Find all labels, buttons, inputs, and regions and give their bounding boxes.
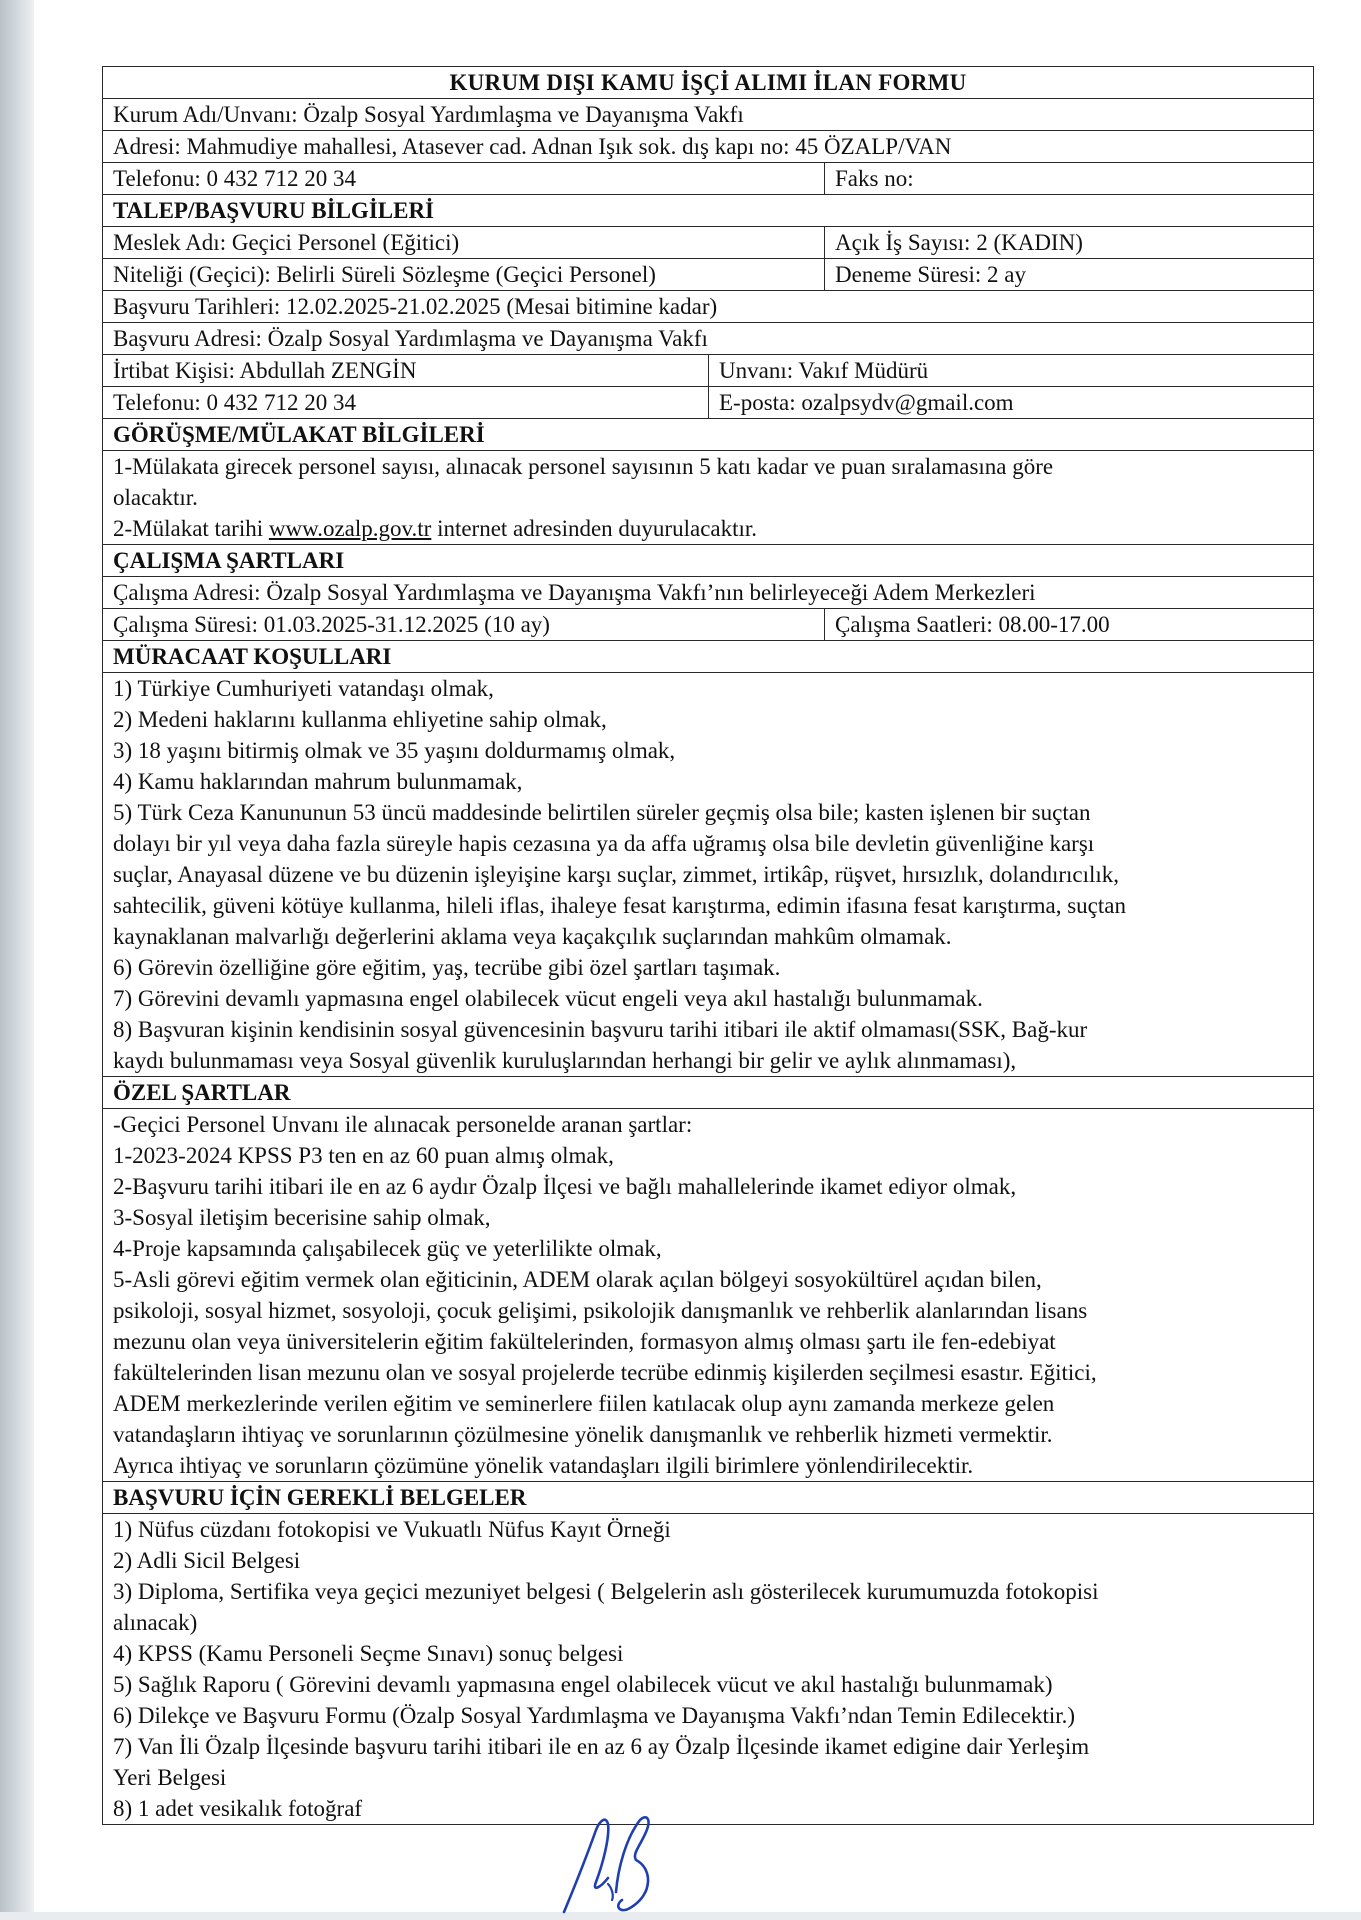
list-item: 4) KPSS (Kamu Personeli Seçme Sınavı) sonuç belgesi [113,1641,624,1666]
institution-phone: Telefonu: 0 432 712 20 34 [103,163,825,195]
list-item: fakültelerinden lisan mezunu olan ve sosyal projelerde tecrübe edinmiş kişilerden seçilmesi esastır. Eğitici, [113,1360,1097,1385]
list-item: 4) Kamu haklarından mahrum bulunmamak, [113,769,523,794]
institution-address: Adresi: Mahmudiye mahallesi, Atasever cad. Adnan Işık sok. dış kapı no: 45 ÖZALP/VAN [103,131,1314,163]
dates-row [103,291,1314,323]
conditions-body-row [103,673,1314,1077]
list-item: 8) Başvuran kişinin kendisinin sosyal güvencesinin başvuru tarihi itibari ile aktif olmaması(SSK, Bağ-kur [113,1017,1088,1042]
institution-name: Kurum Adı/Unvanı: Özalp Sosyal Yardımlaşma ve Dayanışma Vakfı [103,99,1314,131]
apply-address-row [103,323,1314,355]
application-address: Başvuru Adresi: Özalp Sosyal Yardımlaşma ve Dayanışma Vakfı [103,323,1314,355]
interview-body-row [103,451,1314,545]
section-heading-conditions: MÜRACAAT KOŞULLARI [103,641,1314,673]
interview-line-2-suffix: internet adresinden duyurulacaktır. [431,516,758,541]
type-row [103,259,1314,291]
form-title: KURUM DIŞI KAMU İŞÇİ ALIMI İLAN FORMU [103,67,1314,99]
interview-line-2-prefix: 2-Mülakat tarihi [113,516,269,541]
special-heading-row [103,1077,1314,1109]
list-item: 3) 18 yaşını bitirmiş olmak ve 35 yaşını doldurmamış olmak, [113,738,676,763]
application-heading-row [103,195,1314,227]
list-item: 8) 1 adet vesikalık fotoğraf [113,1796,363,1821]
title-row [103,67,1314,99]
list-item: suçlar, Anayasal düzene ve bu düzenin işleyişine karşı suçlar, zimmet, irtikâp, rüşvet, hırsızlık, dolandırıcılık, [113,862,1120,887]
list-item: 5) Sağlık Raporu ( Görevini devamlı yapmasına engel olabilecek vücut ve akıl hastalığı bulunmamak) [113,1672,1053,1697]
form-sheet [102,66,1313,1825]
list-item: mezunu olan veya üniversitelerin eğitim fakültelerinden, formasyon almış olması şartı ile fen-edebiyat [113,1329,1056,1354]
required-documents-list [103,1514,1314,1825]
section-heading-work: ÇALIŞMA ŞARTLARI [103,545,1314,577]
section-heading-special: ÖZEL ŞARTLAR [103,1077,1314,1109]
contact-phone-row [103,387,1314,419]
documents-body-row [103,1514,1314,1825]
list-item: ADEM merkezlerinde verilen eğitim ve seminerlere fiilen katılacak olup aynı zamanda merkeze gelen [113,1391,1055,1416]
list-item: kaydı bulunmaması veya Sosyal güvenlik kuruluşlarından herhangi bir gelir ve aylık alınmaması), [113,1048,1017,1073]
list-item: 3) Diploma, Sertifika veya geçici mezuniyet belgesi ( Belgelerin aslı gösterilecek kurumumuzda fotokopisi [113,1579,1099,1604]
contact-phone: Telefonu: 0 432 712 20 34 [103,387,709,419]
trial-period: Deneme Süresi: 2 ay [825,259,1314,291]
institution-row [103,99,1314,131]
work-period: Çalışma Süresi: 01.03.2025-31.12.2025 (10 ay) [103,609,825,641]
work-heading-row [103,545,1314,577]
signature-stroke-2 [616,1817,648,1910]
interview-heading-row [103,419,1314,451]
address-row [103,131,1314,163]
open-positions: Açık İş Sayısı: 2 (KADIN) [825,227,1314,259]
list-item: 1) Türkiye Cumhuriyeti vatandaşı olmak, [113,676,494,701]
list-item: psikoloji, sosyal hizmet, sosyoloji, çocuk gelişimi, psikolojik danışmanlık ve rehberlik alanlarından lisans [113,1298,1088,1323]
signature-stroke-3 [608,1884,613,1900]
documents-heading-row [103,1482,1314,1514]
signature-icon [556,1808,686,1918]
list-item: 3-Sosyal iletişim becerisine sahip olmak, [113,1205,491,1230]
work-address-row [103,577,1314,609]
list-item: kaynaklanan malvarlığı değerlerini aklama veya kaçakçılık suçlarından mahkûm olmamak. [113,924,952,949]
list-item: vatandaşların ihtiyaç ve sorunlarının çözülmesine yönelik danışmanlık ve rehberlik hizmeti vermektir. [113,1422,1053,1447]
interview-details [103,451,1314,545]
list-item: 5-Asli görevi eğitim vermek olan eğiticinin, ADEM olarak açılan bölgeyi sosyokültürel açıdan bilen, [113,1267,1042,1292]
interview-line-2 [113,513,1303,544]
list-item: 2) Adli Sicil Belgesi [113,1548,301,1573]
contact-email: E-posta: ozalpsydv@gmail.com [709,387,1314,419]
work-hours: Çalışma Saatleri: 08.00-17.00 [825,609,1314,641]
contact-row [103,355,1314,387]
section-heading-interview: GÖRÜŞME/MÜLAKAT BİLGİLERİ [103,419,1314,451]
announcement-form-table [102,66,1314,1825]
profession-name: Meslek Adı: Geçici Personel (Eğitici) [103,227,825,259]
list-item: Yeri Belgesi [113,1765,227,1790]
list-item: 5) Türk Ceza Kanununun 53 üncü maddesinde belirtilen süreler geçmiş olsa bile; kasten işlenen bir suçtan [113,800,1091,825]
profession-row [103,227,1314,259]
list-item: 7) Van İli Özalp İlçesinde başvuru tarihi itibari ile en az 6 ay Özalp İlçesinde ikamet edigine dair Yerleşim [113,1734,1090,1759]
list-item: 6) Görevin özelliğine göre eğitim, yaş, tecrübe gibi özel şartları taşımak. [113,955,781,980]
list-item: 2) Medeni haklarını kullanma ehliyetine sahip olmak, [113,707,607,732]
list-item: 2-Başvuru tarihi itibari ile en az 6 aydır Özalp İlçesi ve bağlı mahallelerinde ikamet ediyor olmak, [113,1174,1017,1199]
section-heading-application: TALEP/BAŞVURU BİLGİLERİ [103,195,1314,227]
list-item: 7) Görevini devamlı yapmasına engel olabilecek vücut engeli veya akıl hastalığı bulunmamak. [113,986,983,1011]
application-dates: Başvuru Tarihleri: 12.02.2025-21.02.2025 (Mesai bitimine kadar) [103,291,1314,323]
list-item: 6) Dilekçe ve Başvuru Formu (Özalp Sosyal Yardımlaşma ve Dayanışma Vakfı’ndan Temin Edilecektir.) [113,1703,1076,1728]
list-item: 1-2023-2024 KPSS P3 ten en az 60 puan almış olmak, [113,1143,614,1168]
work-period-row [103,609,1314,641]
list-item: alınacak) [113,1610,198,1635]
conditions-list [103,673,1314,1077]
phone-fax-row [103,163,1314,195]
position-type: Niteliği (Geçici): Belirli Süreli Sözleşme (Geçici Personel) [103,259,825,291]
list-item: -Geçici Personel Unvanı ile alınacak personelde aranan şartlar: [113,1112,693,1137]
list-item: dolayı bir yıl veya daha fazla süreyle hapis cezasına ya da affa uğramış olsa bile devletin güvenliğine karşı [113,831,1095,856]
contact-person: İrtibat Kişisi: Abdullah ZENGİN [103,355,709,387]
special-conditions-list [103,1109,1314,1482]
interview-line-1b: olacaktır. [113,485,198,510]
list-item: 1) Nüfus cüzdanı fotokopisi ve Vukuatlı Nüfus Kayıt Örneği [113,1517,671,1542]
work-address: Çalışma Adresi: Özalp Sosyal Yardımlaşma ve Dayanışma Vakfı’nın belirleyeceği Adem Merkezleri [103,577,1314,609]
institution-fax: Faks no: [825,163,1314,195]
signature-stroke-1 [564,1820,608,1912]
conditions-heading-row [103,641,1314,673]
list-item: Ayrıca ihtiyaç ve sorunların çözümüne yönelik vatandaşları ilgili birimlere yönlendirilecektir. [113,1453,974,1478]
contact-title: Unvanı: Vakıf Müdürü [709,355,1314,387]
ozalp-website-link[interactable]: www.ozalp.gov.tr [268,516,432,541]
section-heading-documents: BAŞVURU İÇİN GEREKLİ BELGELER [103,1482,1314,1514]
list-item: 4-Proje kapsamında çalışabilecek güç ve yeterlilikte olmak, [113,1236,662,1261]
list-item: sahtecilik, güveni kötüye kullanma, hileli iflas, ihaleye fesat karıştırma, edimin ifasına fesat karıştırma, suçtan [113,893,1126,918]
scan-edge-shadow [0,0,34,1920]
interview-line-1a: 1-Mülakata girecek personel sayısı, alınacak personel sayısının 5 katı kadar ve puan sıralamasına göre [113,454,1054,479]
special-body-row [103,1109,1314,1482]
